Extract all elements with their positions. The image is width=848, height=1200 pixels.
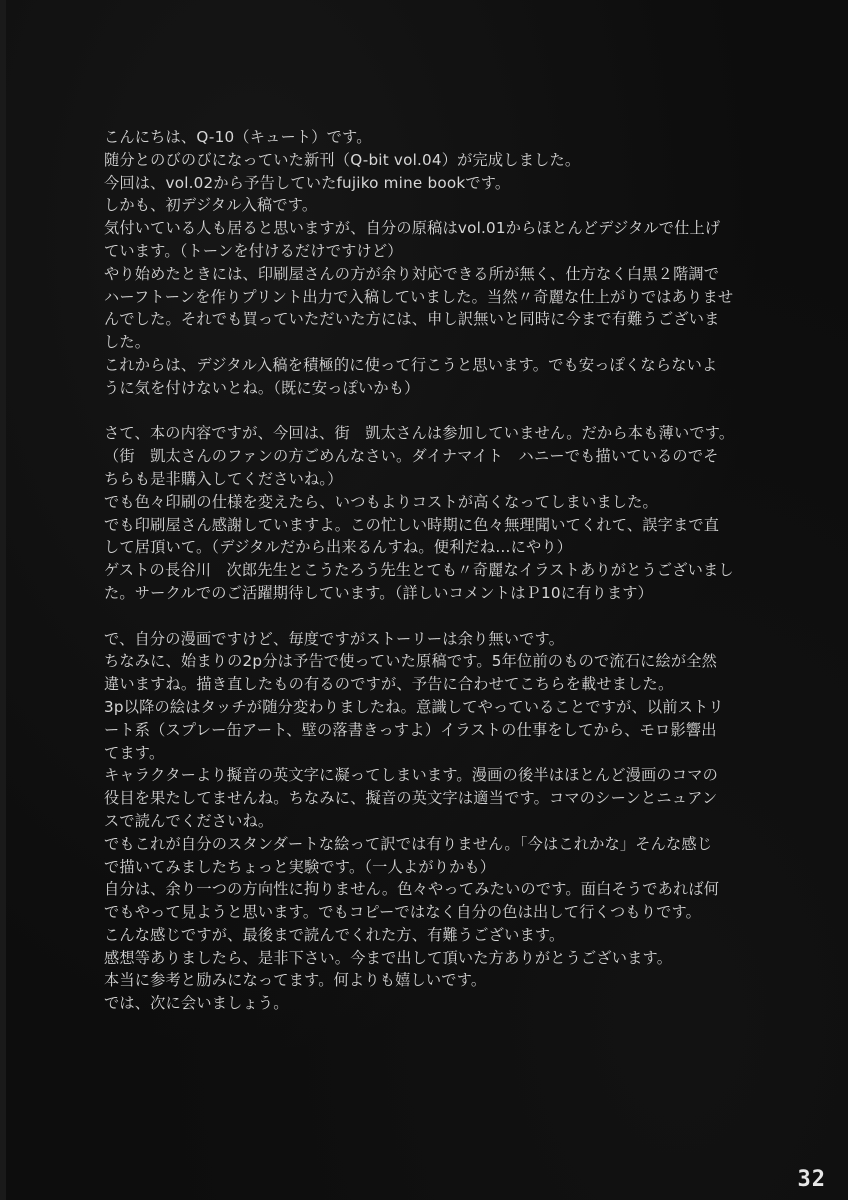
text-line: んでした。それでも買っていただいた方には、申し訳無いと同時に今まで有難うございま xyxy=(104,310,720,329)
text-line: （街 凱太さんのファンの方ごめんなさい。ダイナマイト ハニーでも描いているのでそ xyxy=(104,447,719,466)
text-line: では、次に会いましょう。 xyxy=(104,994,289,1013)
page-number: 32 xyxy=(797,1167,826,1192)
text-line: 3p以降の絵はタッチが随分変わりましたね。意識してやっていることですが、以前ストリ xyxy=(104,697,724,716)
text-line: 随分とのびのびになっていた新刊（Q-bit vol.04）が完成しました。 xyxy=(104,150,581,169)
text-line: 違いますね。描き直したもの有るのですが、予告に合わせてこちらを載せました。 xyxy=(104,675,674,694)
text-line: で描いてみましたちょっと実験です。（一人よがりかも） xyxy=(104,857,496,876)
text-line: キャラクターより擬音の英文字に凝ってしまいます。漫画の後半はほとんど漫画のコマの xyxy=(104,766,718,785)
text-line: ちらも是非購入してくださいね。） xyxy=(104,469,343,488)
text-line: うに気を付けないとね。（既に安っぽいかも） xyxy=(104,378,420,397)
text-line: ています。（トーンを付けるだけですけど） xyxy=(104,241,403,260)
text-line: こんにちは、Q-10（キュート）です。 xyxy=(104,128,372,146)
text-line: ハーフトーンを作りプリント出力で入稿していました。当然〃奇麗な仕上がりではありませ xyxy=(104,287,734,306)
text-line: しかも、初デジタル入稿です。 xyxy=(104,196,318,215)
text-line: でもこれが自分のスタンダートな絵って訳では有りません。「今はこれかな」そんな感じ xyxy=(104,834,713,853)
text-line: 役目を果たしてませんね。ちなみに、擬音の英文字は適当です。コマのシーンとニュアン xyxy=(104,789,718,808)
text-line: 気付いている人も居ると思いますが、自分の原稿はvol.01からほとんどデジタルで仕上げ xyxy=(104,219,721,238)
afterword-text xyxy=(104,126,794,1015)
text-line: 自分は、余り一つの方向性に拘りません。色々やってみたいのです。面白そうであれば何 xyxy=(104,880,720,899)
text-line: でもやって見ようと思います。でもコピーではなく自分の色は出して行くつもりです。 xyxy=(104,903,702,922)
text-line: てます。 xyxy=(104,743,165,762)
text-line: 今回は、vol.02から予告していたfujiko mine bookです。 xyxy=(104,173,511,192)
page-edge xyxy=(0,0,6,1200)
text-line: ート系（スプレー缶アート、壁の落書きっすよ）イラストの仕事をしてから、モロ影響出 xyxy=(104,720,717,739)
text-line: 本当に参考と励みになってます。何よりも嬉しいです。 xyxy=(104,971,487,990)
text-line: した。 xyxy=(104,333,151,352)
text-line: でも印刷屋さん感謝していますよ。この忙しい時期に色々無理聞いてくれて、誤字まで直 xyxy=(104,515,720,534)
text-line: さて、本の内容ですが、今回は、街 凱太さんは参加していません。だから本も薄いです。 xyxy=(104,424,735,443)
text-line: これからは、デジタル入稿を積極的に使って行こうと思います。でも安っぽくならないよ xyxy=(104,355,718,374)
text-line: 感想等ありましたら、是非下さい。今まで出して頂いた方ありがとうございます。 xyxy=(104,948,673,967)
text-line: こんな感じですが、最後まで読んでくれた方、有難うございます。 xyxy=(104,925,565,944)
text-line: た。サークルでのご活躍期待しています。（詳しいコメントはＰ10に有ります） xyxy=(104,583,654,602)
text-line: ちなみに、始まりの2p分は予告で使っていた原稿です。5年位前のもので流石に絵が全然 xyxy=(104,652,718,671)
text-line: でも色々印刷の仕様を変えたら、いつもよりコストが高くなってしまいました。 xyxy=(104,492,658,511)
paragraph-gap xyxy=(104,605,794,628)
text-line: スで読んでくださいね。 xyxy=(104,811,274,830)
text-line: で、自分の漫画ですけど、毎度ですがストーリーは余り無いです。 xyxy=(104,629,565,648)
text-line: ゲストの長谷川 次郎先生とこうたろう先生とても〃奇麗なイラストありがとうございまし xyxy=(104,561,734,580)
text-line: やり始めたときには、印刷屋さんの方が余り対応できる所が無く、仕方なく白黒２階調で xyxy=(104,264,720,283)
paragraph-gap xyxy=(104,400,794,423)
text-line: して居頂いて。（デジタルだから出来るんすね。便利だね…にやり） xyxy=(104,538,573,557)
